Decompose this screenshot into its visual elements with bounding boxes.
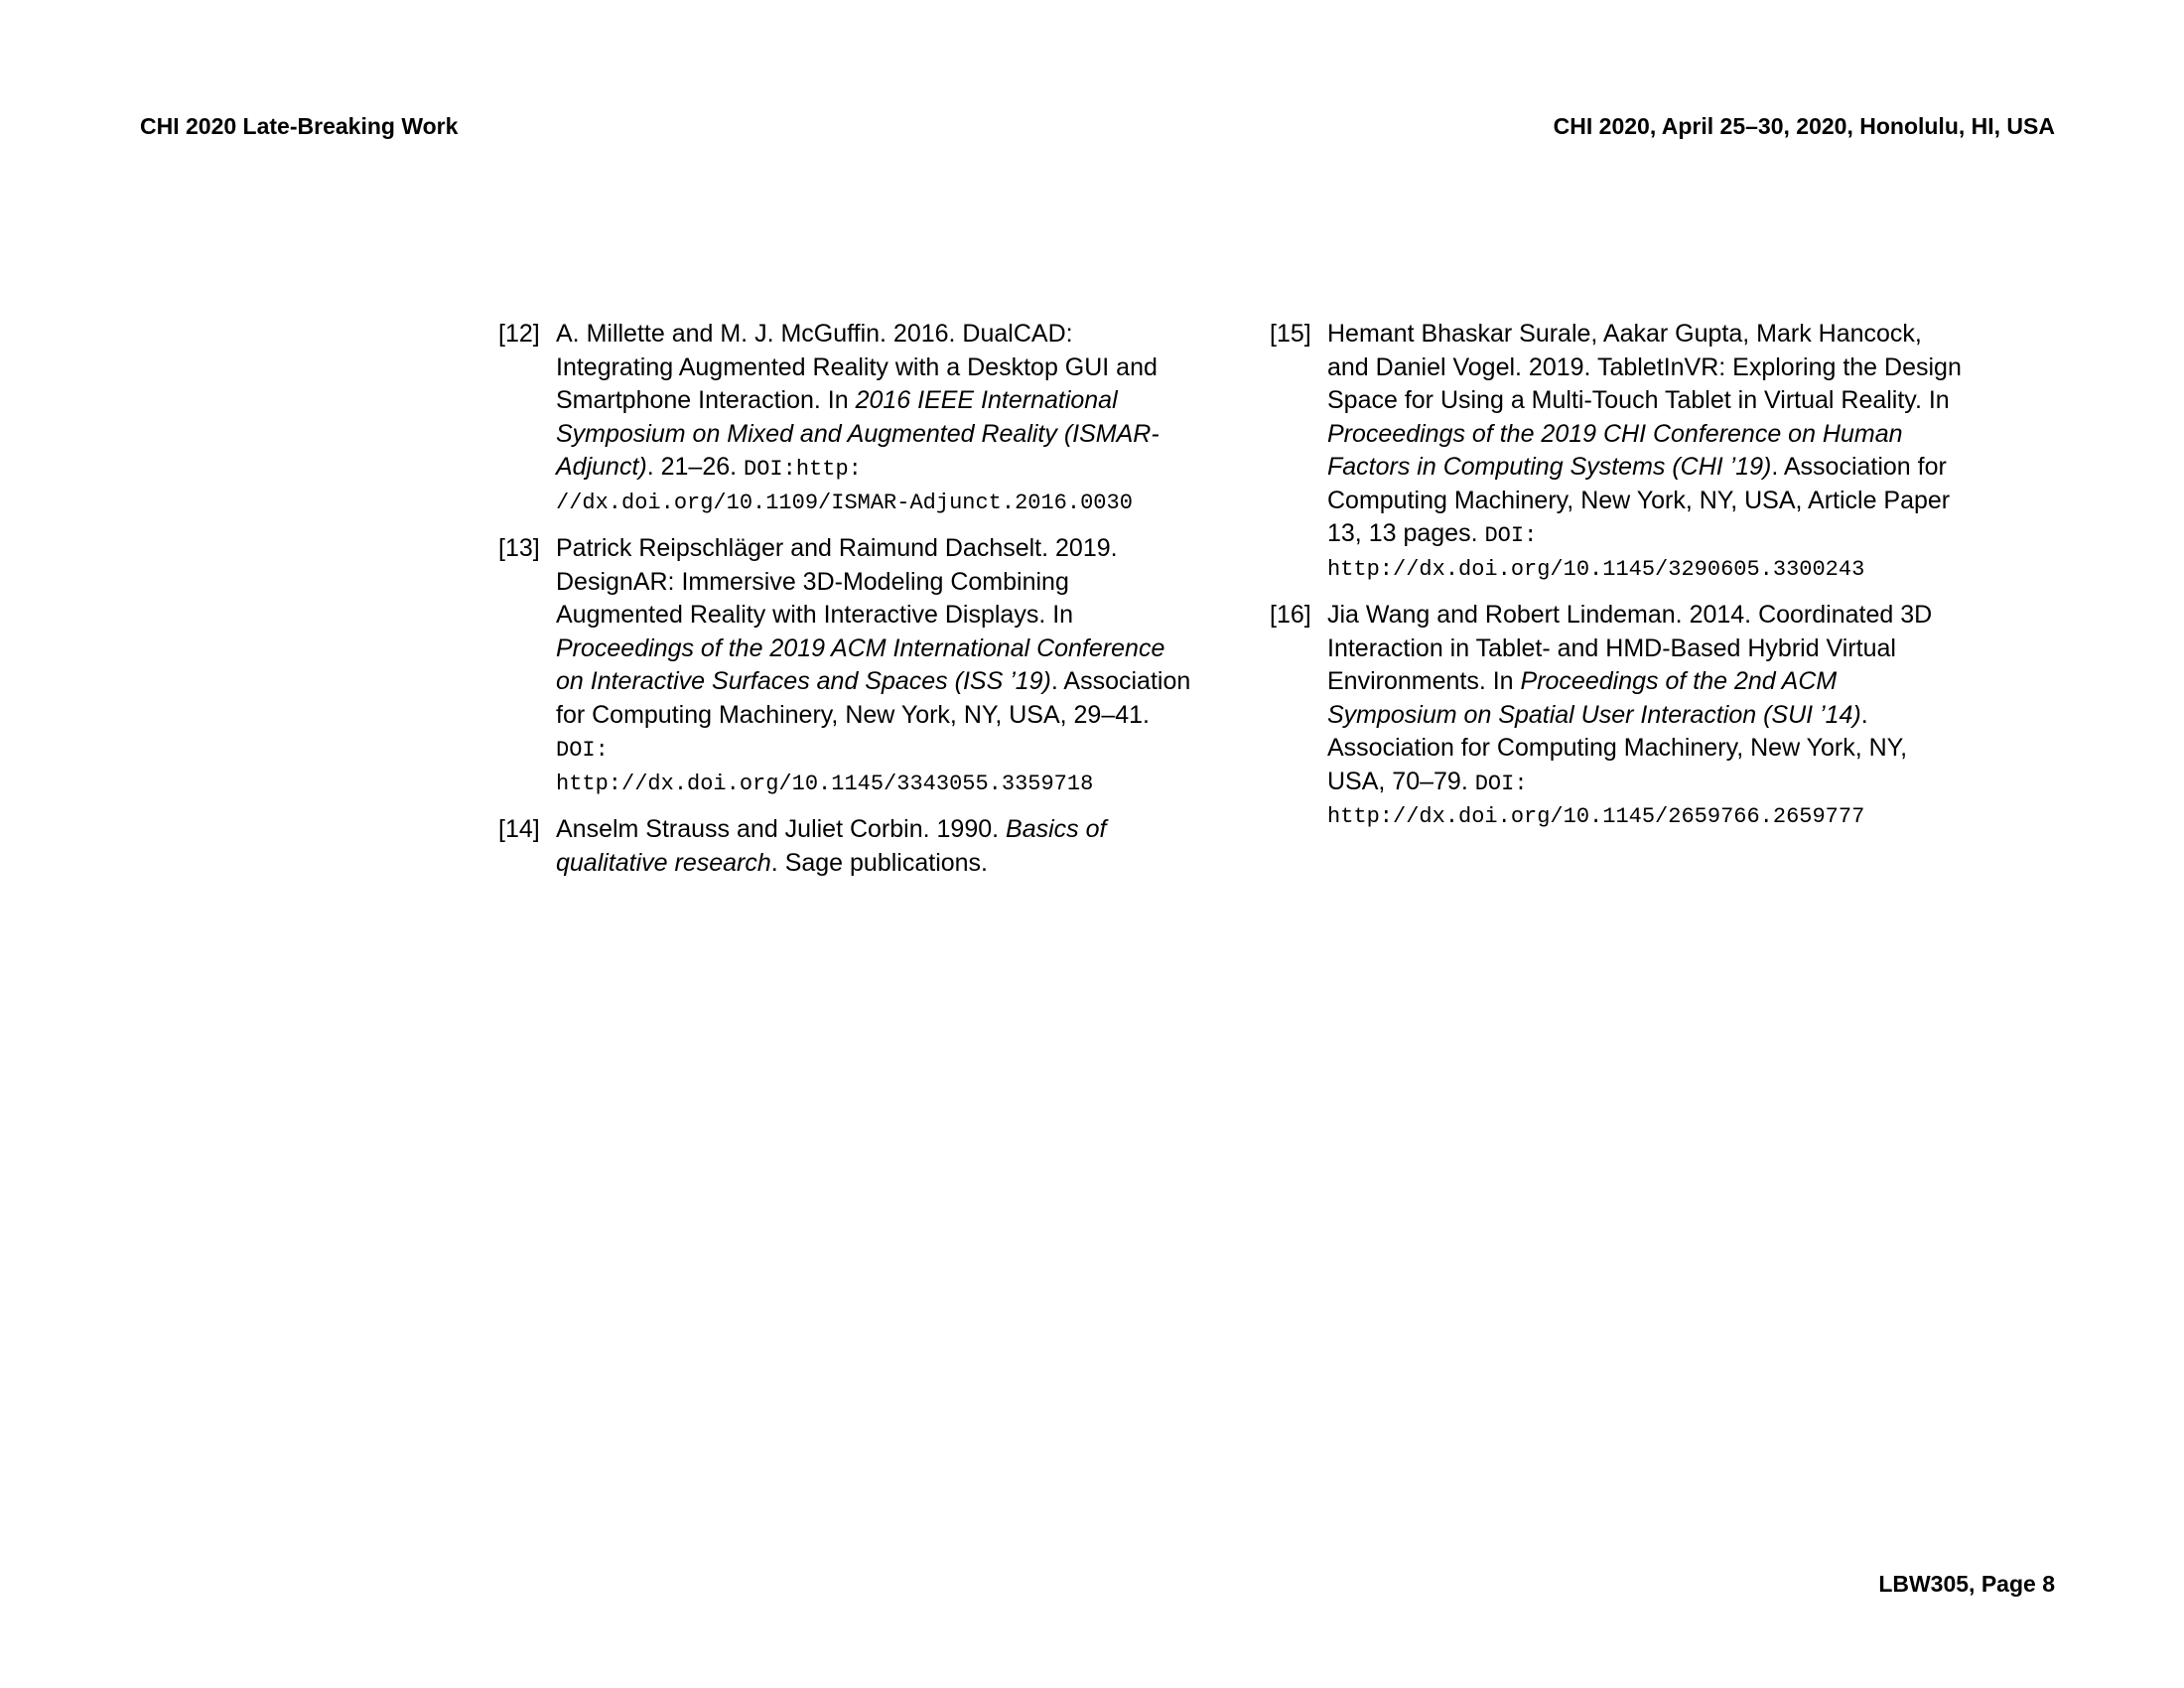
reference-number: [16] [1270, 601, 1311, 629]
doi-label: DOI: [1484, 523, 1538, 548]
doi-link[interactable]: http: [795, 457, 862, 482]
reference-body: Anselm Strauss and Juliet Corbin. 1990. Basics of qualitative research. Sage publications. [556, 815, 1107, 877]
reference-12 [498, 318, 1193, 519]
doi-link[interactable]: http://dx.doi.org/10.1145/3343055.3359718 [556, 771, 1094, 796]
page-number: LBW305, Page 8 [1878, 1571, 2055, 1597]
reference-13 [498, 532, 1193, 800]
reference-14 [498, 813, 1193, 880]
doi-link[interactable]: http://dx.doi.org/10.1145/3290605.3300243 [1327, 556, 1865, 582]
doi-label: DOI: [1474, 771, 1528, 796]
reference-16 [1270, 599, 1965, 834]
reference-number: [12] [498, 320, 540, 348]
doi-link[interactable]: //dx.doi.org/10.1109/ISMAR-Adjunct.2016.0030 [556, 490, 1133, 515]
reference-venue: Proceedings of the 2019 CHI Conference on Human Factors in Computing Systems (CHI ’19) [1327, 419, 1903, 481]
reference-body: Patrick Reipschläger and Raimund Dachselt. 2019. DesignAR: Immersive 3D-Modeling Combining Augmented Reality with Interactive Displays. In Proceedings of the 2019 ACM International Conference on Interactive Surfaces and Spaces (ISS ’19). Association for Computing Machinery, New York, NY, USA, 29–41. DOI: http://dx.doi.org/10.1145/3343055.3359718 [556, 532, 1193, 800]
reference-venue: Proceedings of the 2019 ACM International Conference on Interactive Surfaces and Spaces (ISS ’19) [556, 633, 1165, 695]
doi-link[interactable]: http://dx.doi.org/10.1145/2659766.2659777 [1327, 804, 1865, 829]
reference-venue: Basics of qualitative research [556, 815, 1107, 877]
reference-15 [1270, 318, 1965, 586]
reference-body: A. Millette and M. J. McGuffin. 2016. DualCAD: Integrating Augmented Reality with a Desktop GUI and Smartphone Interaction. In 2016 IEEE International Symposium on Mixed and Augmented Reality (ISMAR-Adjunct). 21–26. DOI:http: //dx.doi.org/10.1109/ISMAR-Adjunct.2016.0030 [556, 318, 1193, 519]
references-column-left [498, 318, 1193, 893]
doi-label: DOI: [556, 738, 609, 763]
reference-body: Hemant Bhaskar Surale, Aakar Gupta, Mark Hancock, and Daniel Vogel. 2019. TabletInVR: Exploring the Design Space for Using a Multi-Touch Tablet in Virtual Reality. In Proceedings of the 2019 CHI Conference on Human Factors in Computing Systems (CHI ’19). Association for Computing Machinery, New York, NY, USA, Article Paper 13, 13 pages. DOI: http://dx.doi.org/10.1145/3290605.3300243 [1327, 318, 1965, 586]
reference-venue: Proceedings of the 2nd ACM Symposium on Spatial User Interaction (SUI ’14) [1327, 667, 1861, 729]
reference-venue: 2016 IEEE International Symposium on Mixed and Augmented Reality (ISMAR-Adjunct) [556, 386, 1160, 481]
doi-label: DOI: [744, 457, 796, 482]
reference-body: Jia Wang and Robert Lindeman. 2014. Coordinated 3D Interaction in Tablet- and HMD-Based Hybrid Virtual Environments. In Proceedings of the 2nd ACM Symposium on Spatial User Interaction (SUI ’14). Association for Computing Machinery, New York, NY, USA, 70–79. DOI: http://dx.doi.org/10.1145/2659766.2659777 [1327, 599, 1965, 834]
reference-number: [14] [498, 815, 540, 843]
references-column-right [1270, 318, 1965, 847]
running-header-left: CHI 2020 Late-Breaking Work [140, 113, 459, 139]
running-header-right: CHI 2020, April 25–30, 2020, Honolulu, HI, USA [1553, 113, 2055, 139]
reference-number: [15] [1270, 320, 1311, 348]
reference-number: [13] [498, 534, 540, 562]
